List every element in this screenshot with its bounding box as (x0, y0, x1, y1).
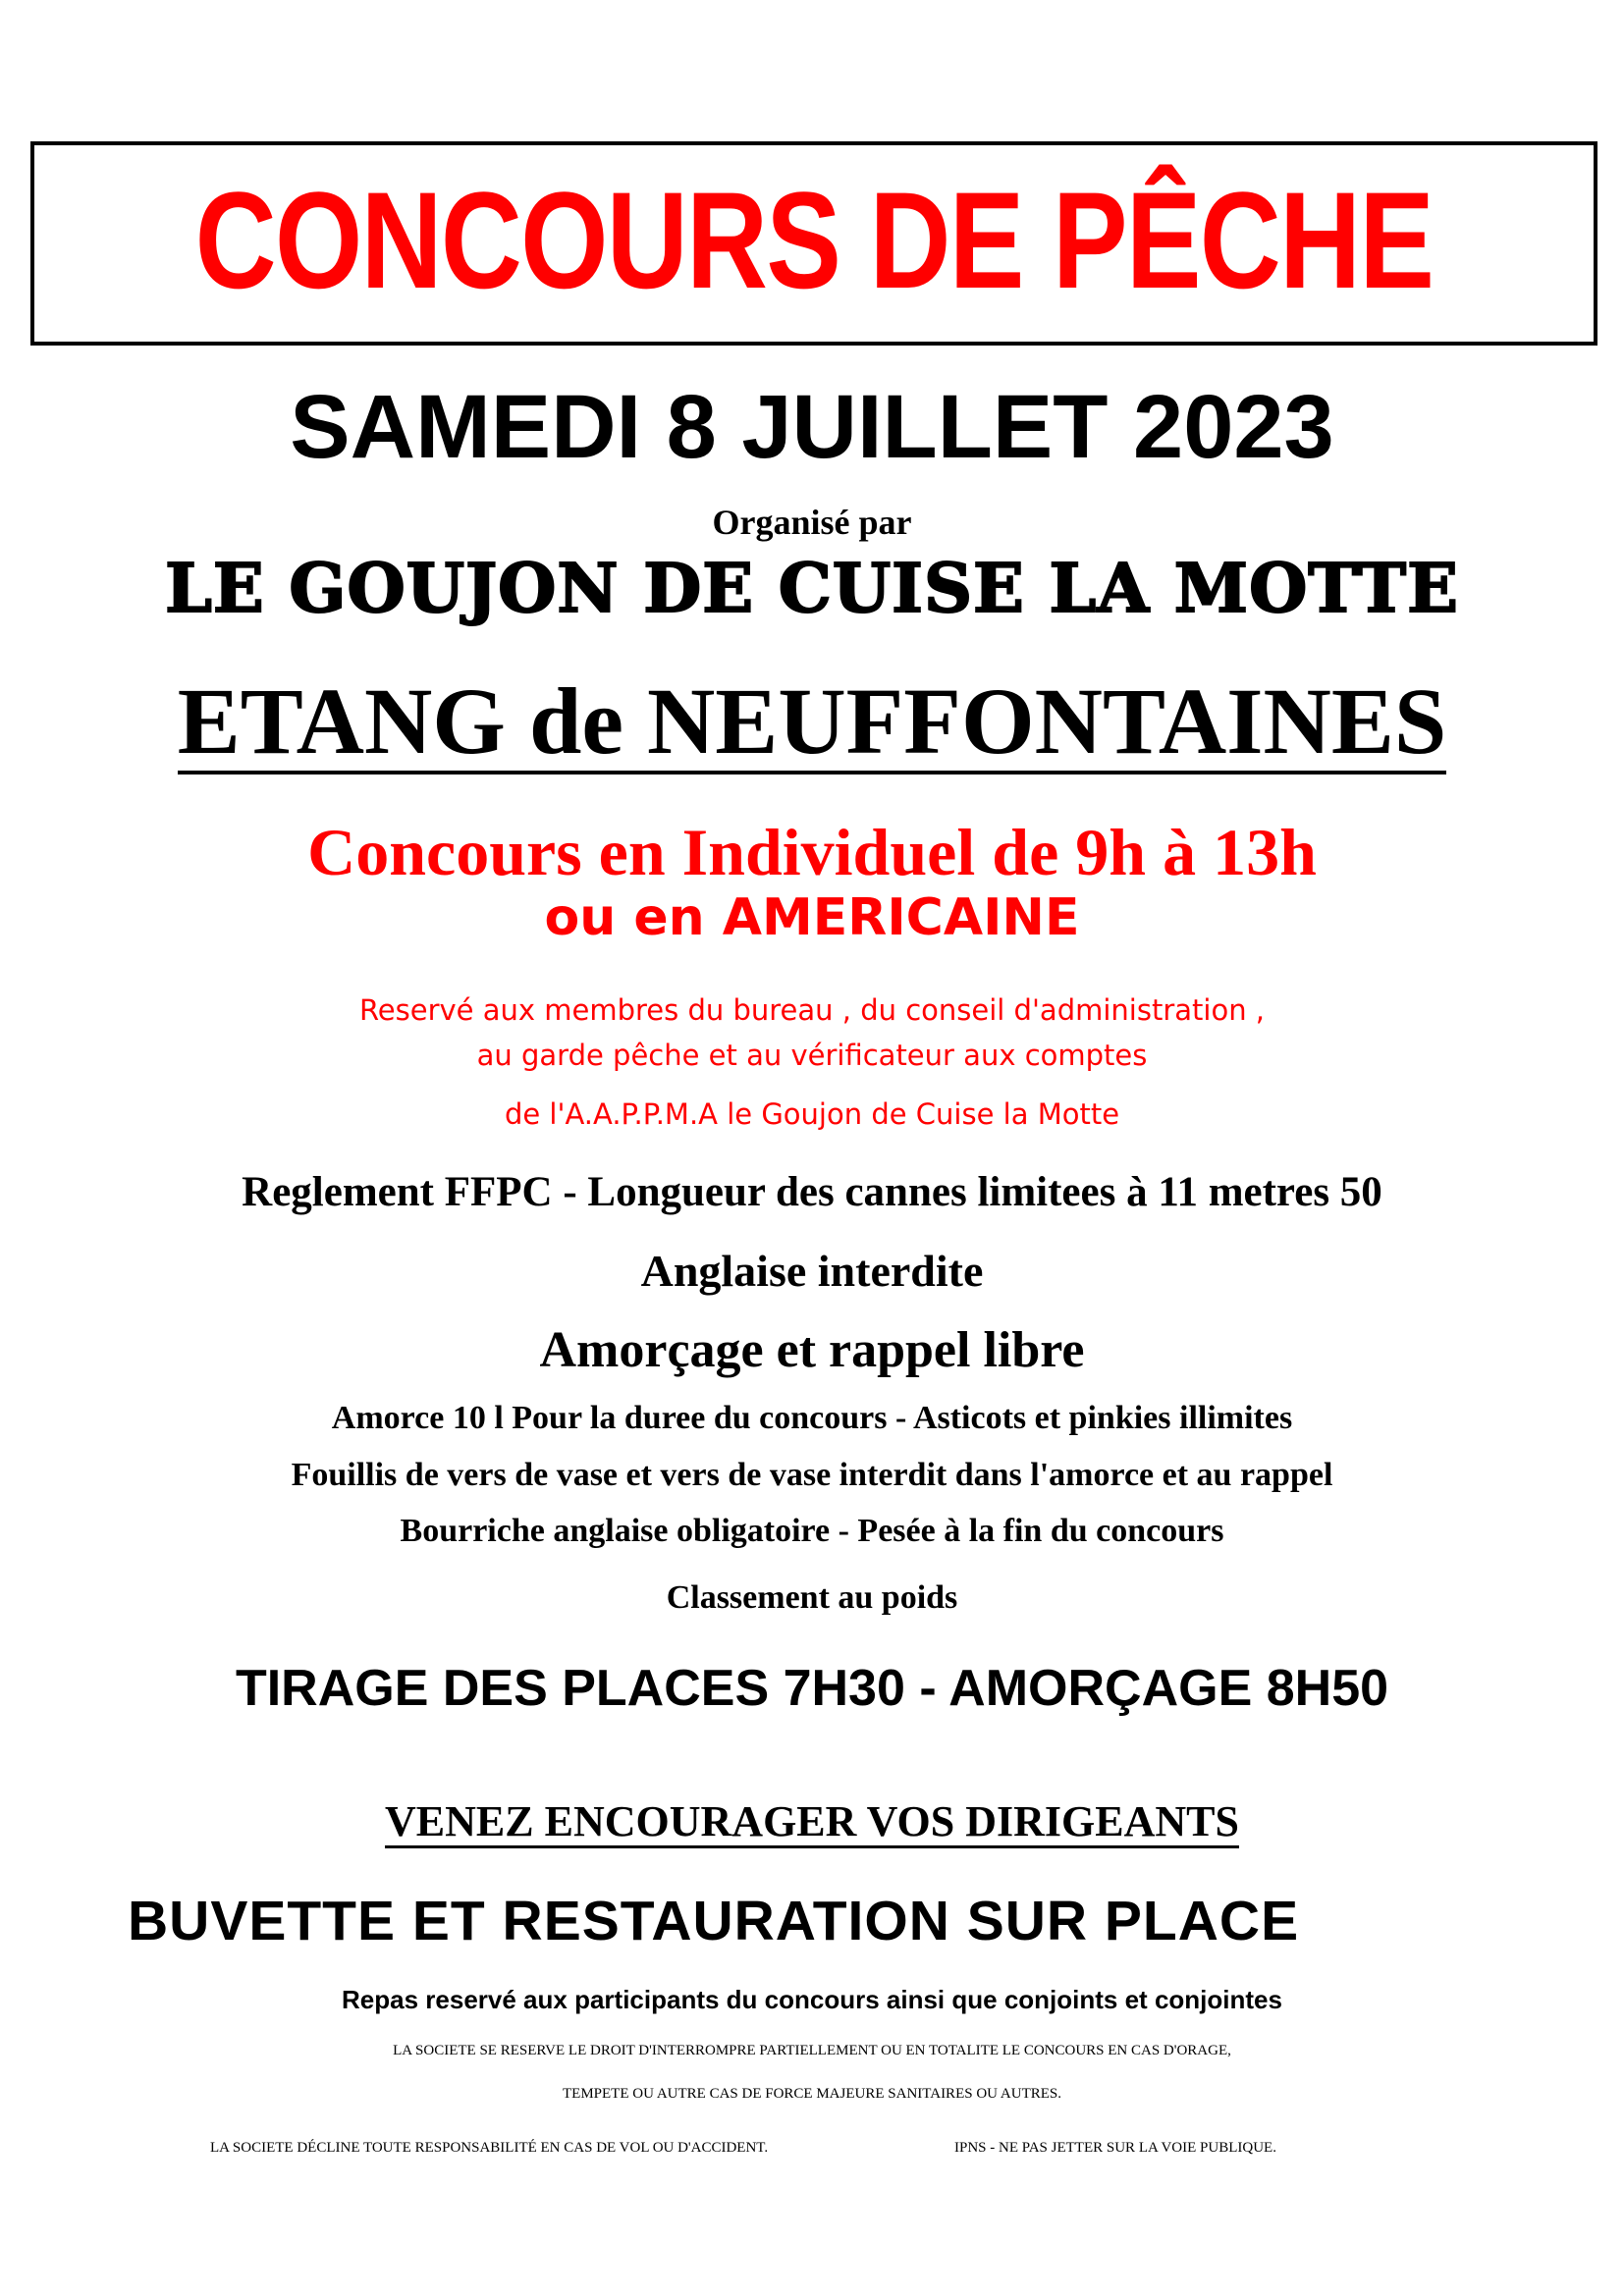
encourage-block (0, 1798, 1624, 1848)
fouillis-rule: Fouillis de vers de vase et vers de vase interdit dans l'amorce et au rappel (291, 1457, 1333, 1493)
anglaise-rule: Anglaise interdite (640, 1246, 984, 1296)
event-date: SAMEDI 8 JUILLET 2023 (290, 377, 1334, 477)
poster-title: CONCOURS DE PÊCHE (194, 163, 1434, 317)
fine-print-line: LA SOCIETE SE RESERVE LE DROIT D'INTERROMPRE PARTIELLEMENT OU EN TOTALITE LE CONCOURS EN CAS D'ORAGE, (393, 2043, 1231, 2058)
repas-text: Repas reservé aux participants du concours ainsi que conjoints et conjointes (342, 1985, 1282, 2014)
schedule-text: TIRAGE DES PLACES 7H30 - AMORÇAGE 8H50 (235, 1660, 1389, 1717)
fine-print-line: TEMPETE OU AUTRE CAS DE FORCE MAJEURE SANITAIRES OU AUTRES. (563, 2086, 1061, 2102)
club-name: LE GOUJON DE CUISE LA MOTTE (165, 550, 1459, 628)
regulation-text: Reglement FFPC - Longueur des cannes limitees à 11 metres 50 (242, 1169, 1382, 1215)
location-block (0, 668, 1624, 774)
location-name: ETANG de NEUFFONTAINES (177, 668, 1447, 774)
contest-alternative: ou en AMERICAINE (544, 888, 1080, 947)
contest-type: Concours en Individuel de 9h à 13h (307, 815, 1317, 889)
amorcage-rule: Amorçage et rappel libre (539, 1322, 1085, 1378)
organized-by-label: Organisé par (712, 503, 912, 542)
bourriche-rule: Bourriche anglaise obligatoire - Pesée à la fin du concours (400, 1513, 1224, 1549)
reserved-line: de l'A.A.P.P.M.A le Goujon de Cuise la Motte (504, 1097, 1120, 1131)
title-frame (30, 141, 1597, 346)
ipns-notice: IPNS - NE PAS JETTER SUR LA VOIE PUBLIQUE. (954, 2140, 1276, 2156)
reserved-line: Reservé aux membres du bureau , du conseil d'administration , (358, 993, 1266, 1027)
amorce-rule: Amorce 10 l Pour la duree du concours - Asticots et pinkies illimites (331, 1400, 1293, 1436)
reserved-line: au garde pêche et au vérificateur aux comptes (476, 1039, 1148, 1072)
disclaimer-text: LA SOCIETE DÉCLINE TOUTE RESPONSABILITÉ EN CAS DE VOL OU D'ACCIDENT. (210, 2140, 769, 2156)
buvette-text: BUVETTE ET RESTAURATION SUR PLACE (128, 1890, 1300, 1952)
encourage-text: VENEZ ENCOURAGER VOS DIRIGEANTS (385, 1798, 1239, 1848)
classement-rule: Classement au poids (666, 1579, 958, 1616)
